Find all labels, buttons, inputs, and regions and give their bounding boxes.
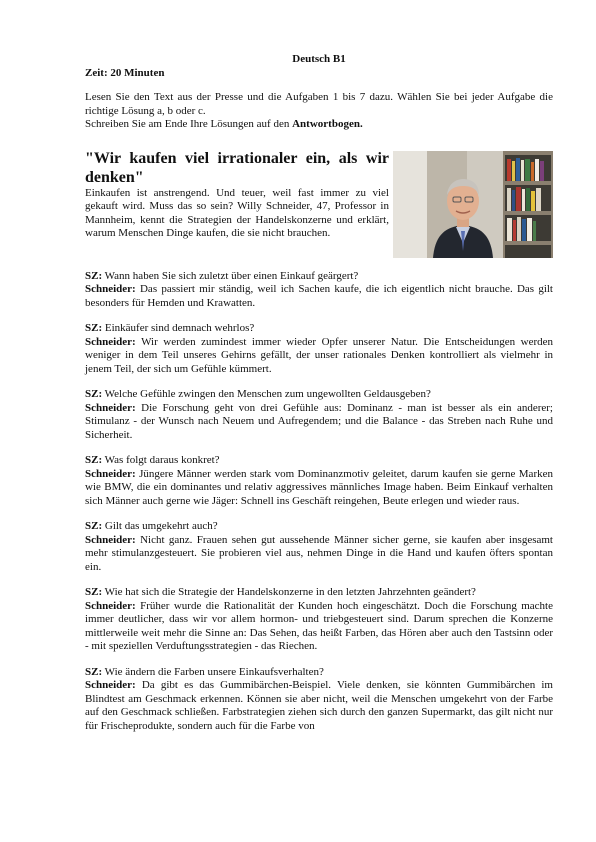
time-limit: Zeit: 20 Minuten xyxy=(85,66,165,79)
interview xyxy=(85,270,553,734)
answer-speaker: Schneider: xyxy=(85,533,136,546)
interview-question xyxy=(85,666,553,680)
question-text: Wie hat sich die Strategie der Handelskonzerne in den letzten Jahrzehnten geändert? xyxy=(102,586,476,598)
instructions-paragraph xyxy=(85,91,553,132)
answer-speaker: Schneider: xyxy=(85,679,136,691)
interview-exchange xyxy=(85,520,553,574)
page xyxy=(85,53,553,733)
interview-answer xyxy=(85,679,553,733)
instructions-text-2: Schreiben Sie am Ende Ihre Lösungen auf den xyxy=(85,118,293,130)
interview-answer xyxy=(85,468,553,509)
interview-question xyxy=(85,270,553,284)
answer-text: Die Forschung geht von drei Gefühle aus: Dominanz - man ist besser als ein anderer; Stimulanz - der Wunsch nach Neuem und Aufregendem; und die Balance - das Streben nach Ruhe und Sicherheit. xyxy=(85,401,553,441)
interview-exchange xyxy=(85,454,553,508)
answer-text: Früher wurde die Rationalität der Kunden hoch eingeschätzt. Doch die Forschung machte immer deutlicher, dass wir vor allem hormon- und triebgesteuert sind. Darum sprechen die Konzerne mittlerweile weit mehr die Sinne an: Das Sehen, das heißt Farben, das Hören aber auch den Tastsinn oder - mit speziellen Verduftungsstrategien - das Riechen. xyxy=(85,599,553,652)
interview-question xyxy=(85,454,553,468)
interview-answer xyxy=(85,600,553,654)
answer-speaker: Schneider: xyxy=(85,467,136,480)
interview-question xyxy=(85,322,553,336)
interview-exchange xyxy=(85,270,553,311)
question-text: Wann haben Sie sich zuletzt über einen Einkauf geärgert? xyxy=(102,269,359,282)
interview-exchange xyxy=(85,322,553,376)
answer-text: Das passiert mir ständig, weil ich Sachen kaufe, die ich eigentlich nicht brauche. Das gilt besonders für Hemden und Krawatten. xyxy=(85,283,553,309)
question-text: Welche Gefühle zwingen den Menschen zum ungewollten Geldausgeben? xyxy=(102,388,431,400)
interview-exchange xyxy=(85,388,553,442)
answer-text: Nicht ganz. Frauen sehen gut aussehende Männer sicher gerne, sie kaufen aber insgesamt mehr stimulanzgesteuert. Sie probieren viel aus, nehmen Dinge in die Hand und kaufen öfters spontan ein. xyxy=(85,533,553,573)
answer-speaker: Schneider: xyxy=(85,283,136,295)
question-text: Was folgt daraus konkret? xyxy=(102,454,220,466)
answer-text: Wir werden zumindest immer wieder Opfer unserer Natur. Die Entscheidungen werden weniger in dem Teil unseres Gehirns gefällt, der unser rationales Denken kontrolliert als vielmehr in jenem Teil, der sich um Gefühle kümmert. xyxy=(85,335,553,375)
question-speaker: SZ: xyxy=(85,322,103,334)
article-title: "Wir kaufen viel irrationaler ein, als wir denken" xyxy=(85,149,389,186)
question-speaker: SZ: xyxy=(85,269,103,282)
question-speaker: SZ: xyxy=(85,388,103,400)
portrait-photo xyxy=(393,151,553,258)
question-speaker: SZ: xyxy=(85,665,103,678)
answer-speaker: Schneider: xyxy=(85,401,136,414)
article-intro: Einkaufen ist anstrengend. Und teuer, weil fast immer zu viel gekauft wird. Muss das so sein? Willy Schneider, 47, Professor in Mannheim, kennt die Strategien der Handelskonzerne und erklärt, warum Menschen Dinge kaufen, die sie nicht brauchen. xyxy=(85,186,389,239)
answer-speaker: Schneider: xyxy=(85,599,136,612)
interview-answer xyxy=(85,336,553,377)
question-speaker: SZ: xyxy=(85,586,103,598)
interview-answer xyxy=(85,534,553,575)
instructions-text: Lesen Sie den Text aus der Presse und die Aufgaben 1 bis 7 dazu. Wählen Sie bei jeder Aufgabe die richtige Lösung a, b oder c. xyxy=(85,91,553,117)
article-header xyxy=(85,149,553,258)
course-heading: Deutsch B1 xyxy=(292,53,346,65)
question-text: Wie ändern die Farben unsere Einkaufsverhalten? xyxy=(102,665,324,678)
question-speaker: SZ: xyxy=(85,520,103,532)
answer-speaker: Schneider: xyxy=(85,335,136,348)
question-speaker: SZ: xyxy=(85,454,103,466)
interview-question xyxy=(85,388,553,402)
interview-exchange xyxy=(85,666,553,734)
interview-answer xyxy=(85,283,553,310)
interview-answer xyxy=(85,402,553,443)
interview-exchange xyxy=(85,586,553,654)
interview-question xyxy=(85,520,553,534)
question-text: Gilt das umgekehrt auch? xyxy=(102,520,218,532)
answer-text: Da gibt es das Gummibärchen-Beispiel. Viele denken, sie könnten Gummibärchen im Blindtest am Geschmack erkennen. Können sie aber nicht, weil die Menschen umgekehrt von der Farbe auf den Geschmack schließen. Farbstrategien ziehen sich durch den ganzen Supermarkt, das gilt nicht nur für Frischeprodukte, sondern auch für die Farbe von xyxy=(85,679,553,732)
question-text: Einkäufer sind demnach wehrlos? xyxy=(102,322,255,334)
answer-text: Jüngere Männer werden stark vom Dominanzmotiv geleitet, darum kaufen sie gerne Marken wie BMW, die ein dominantes und relativ aggressives männliches Image haben. Beim Einkauf verhalten sich Männer auch gerne wie Jäger: Schnell ins Geschäft reingehen, Beute erlegen und wieder raus. xyxy=(85,467,553,507)
answer-sheet-label: Antwortbogen. xyxy=(292,118,363,130)
interview-question xyxy=(85,586,553,600)
